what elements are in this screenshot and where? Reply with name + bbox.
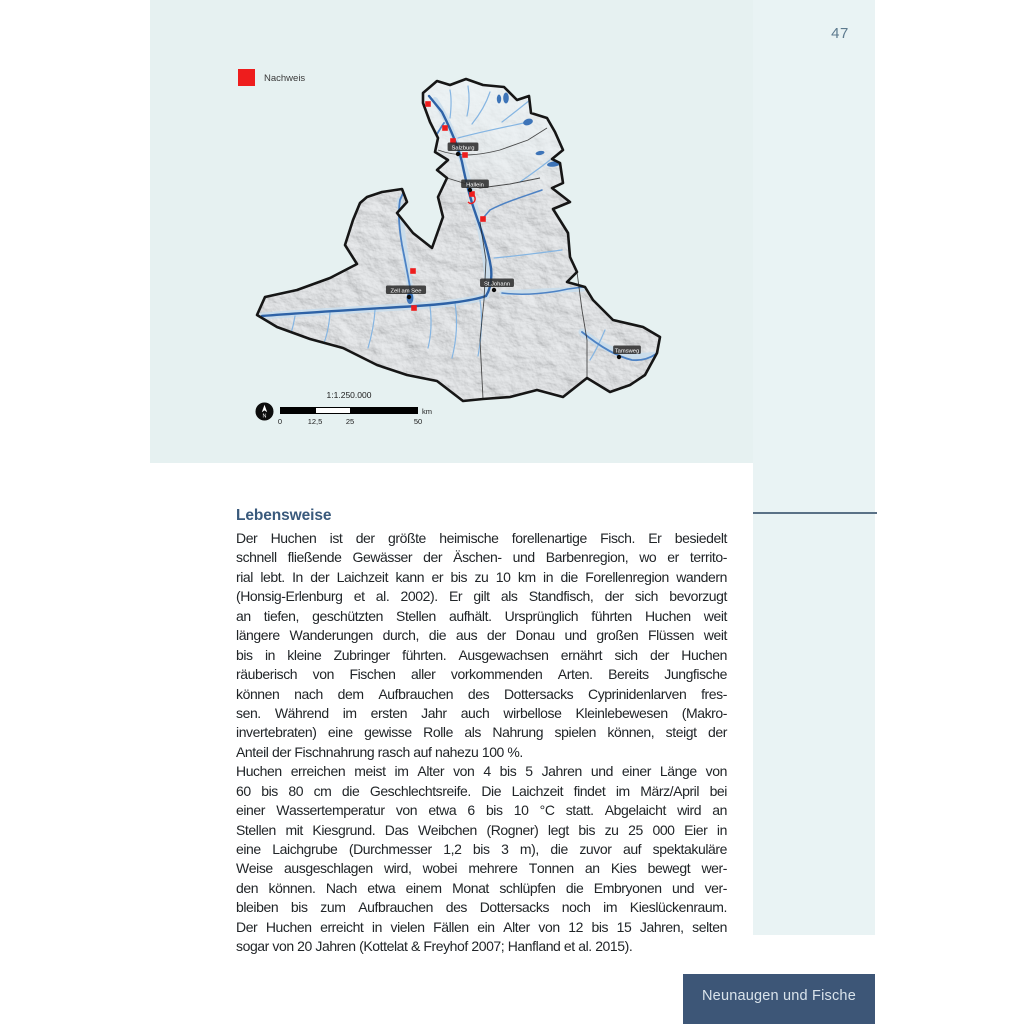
paragraph <box>236 762 727 956</box>
map-scalebar <box>280 407 418 414</box>
text-line: rial lebt. In der Laichzeit kann er bis zu 10 km in die Forellenregion wandern <box>236 568 727 585</box>
scale-tick: 25 <box>345 417 355 426</box>
nachweis-label: Nachweis <box>264 73 306 84</box>
article <box>236 505 727 957</box>
nachweis-swatch <box>238 69 255 86</box>
text-line: sen. Während im ersten Jahr auch wirbellose Kleinlebewesen (Makro- <box>236 704 727 721</box>
text-line: Huchen erreichen meist im Alter von 4 bis 5 Jahren und einer Länge von <box>236 763 727 780</box>
text-line: schnell fließende Gewässer der Äschen- und Barbenregion, wo er territo- <box>236 549 727 566</box>
text-line: bis in kleine Zubringer führten. Ausgewachsen ernährt sich der Huchen <box>236 646 727 663</box>
nachweis-marker <box>425 101 431 107</box>
north-arrow-icon <box>255 402 274 421</box>
svg-text:N: N <box>262 413 267 420</box>
scale-unit: km <box>422 407 432 416</box>
text-line: sogar von 20 Jahren (Kottelat & Freyhof 2007; Hanfland et al. 2015). <box>236 938 633 955</box>
text-line: invertebraten) eine gewisse Rolle als Nahrung spielen können, steigt der <box>236 724 727 741</box>
text-line: Anteil der Fischnahrung rasch auf nahezu 100 %. <box>236 743 523 760</box>
text-line: einer Wassertemperatur von etwa 6 bis 10 °C statt. Abgelaicht wird an <box>236 802 727 819</box>
text-line: längere Wanderungen durch, die aus der Donau und großen Flüssen weit <box>236 627 727 644</box>
chapter-footer <box>683 974 875 1024</box>
page-number: 47 <box>831 25 849 42</box>
text-line: können nach dem Aufbrauchen des Dottersacks Cyprinidenlarven fres- <box>236 685 727 702</box>
paragraph <box>236 529 727 762</box>
scale-tick: 0 <box>277 417 283 426</box>
map-figure <box>150 0 753 463</box>
text-line: 60 bis 80 cm die Geschlechtsreife. Die Laichzeit findet im März/April bei <box>236 782 727 799</box>
section-heading: Lebensweise <box>236 507 332 524</box>
city-dot <box>617 355 621 359</box>
city-label: Zell am See <box>390 288 422 295</box>
map-scale-ratio: 1:1.250.000 <box>326 390 372 400</box>
text-line: Der Huchen erreicht in vielen Fällen ein Alter von 12 bis 15 Jahren, selten <box>236 918 727 935</box>
city-dot <box>492 288 496 292</box>
city-dot <box>456 152 460 156</box>
text-line: bleiben bis zum Aufbrauchen des Dottersacks noch im Kieslückenraum. <box>236 899 727 916</box>
chapter-footer-label: Neunaugen und Fische <box>702 988 856 1004</box>
nachweis-marker <box>480 216 486 222</box>
city-dot <box>407 295 411 299</box>
text-line: räuberisch von Fischen aller vorkommenden Arten. Bereits Jungfische <box>236 666 727 683</box>
text-line: den können. Nach etwa einem Monat schlüpfen die Embryonen und ver- <box>236 879 727 896</box>
city-dot <box>468 188 472 192</box>
body-text <box>236 529 727 957</box>
city-label: Hallein <box>466 182 484 189</box>
city-label: St.Johann <box>483 281 511 288</box>
text-line: Stellen mit Kiesgrund. Das Weibchen (Rogner) legt bis zu 25 000 Eier in <box>236 821 727 838</box>
nachweis-marker <box>442 125 448 131</box>
text-line: (Honsig-Erlenburg et al. 2002). Er gilt als Standfisch, der sich bevorzugt <box>236 588 727 605</box>
scale-tick: 12,5 <box>307 417 323 426</box>
divider-line <box>753 512 877 514</box>
nachweis-marker <box>410 268 416 274</box>
sidebar-band <box>753 0 875 935</box>
map-terrain <box>240 60 680 463</box>
nachweis-marker <box>462 152 468 158</box>
text-line: an tiefen, geschützten Stellen aufhält. Ursprünglich führten Huchen weit <box>236 607 727 624</box>
city-label: Salzburg <box>451 145 475 152</box>
scale-tick: 50 <box>413 417 423 426</box>
text-line: Der Huchen ist der größte heimische forellenartige Fisch. Er besiedelt <box>236 530 727 546</box>
text-line: eine Laichgrube (Durchmesser 1,2 bis 3 m), die zuvor auf spektakuläre <box>236 841 727 857</box>
city-label: Tamsweg <box>614 348 640 355</box>
text-line: Weise ausgeschlagen wird, wobei mehrere Tonnen an Kies bewegt wer- <box>236 860 727 877</box>
nachweis-marker <box>411 305 417 311</box>
